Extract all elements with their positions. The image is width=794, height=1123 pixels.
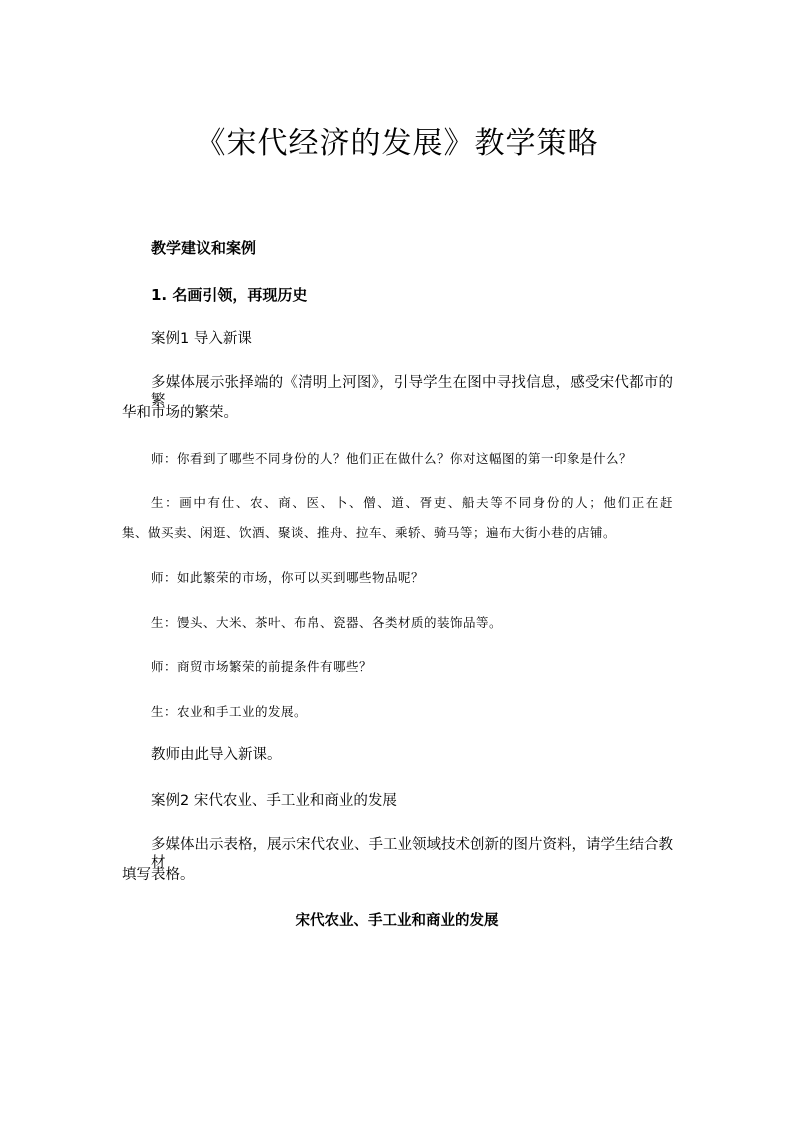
case-2-intro-line-1: 多媒体出示表格，展示宋代农业、手工业领域技术创新的图片资料，请学生结合教材 bbox=[151, 837, 673, 871]
case-1-intro-line-2: 华和市场的繁荣。 bbox=[122, 405, 238, 421]
case-1-label: 案例1 导入新课 bbox=[151, 331, 252, 347]
dialog-line-teacher-2: 师：如此繁荣的市场，你可以买到哪些物品呢？ bbox=[151, 570, 425, 585]
dialog-line-teacher-3: 师：商贸市场繁荣的前提条件有哪些？ bbox=[151, 659, 373, 674]
case-1-closing: 教师由此导入新课。 bbox=[151, 747, 282, 763]
case-2-label: 案例2 宋代农业、手工业和商业的发展 bbox=[151, 793, 397, 809]
dialog-line-student-1b: 集、做买卖、闲逛、饮酒、聚谈、推舟、拉车、乘轿、骑马等；遍布大街小巷的店铺。 bbox=[122, 525, 617, 540]
dialog-line-student-1a: 生：画中有仕、农、商、医、卜、僧、道、胥吏、船夫等不同身份的人；他们正在赶 bbox=[151, 495, 673, 510]
table-caption: 宋代农业、手工业和商业的发展 bbox=[295, 913, 499, 929]
document-title: 《宋代经济的发展》教学策略 bbox=[195, 126, 599, 161]
case-2-intro-line-2: 填写表格。 bbox=[122, 867, 195, 883]
subheading-famous-painting: 1. 名画引领，再现历史 bbox=[151, 286, 308, 304]
section-heading: 教学建议和案例 bbox=[151, 239, 257, 257]
dialog-line-teacher-1: 师：你看到了哪些不同身份的人？他们正在做什么？你对这幅图的第一印象是什么？ bbox=[151, 451, 633, 466]
dialog-line-student-2: 生：馒头、大米、茶叶、布帛、瓷器、各类材质的装饰品等。 bbox=[151, 615, 503, 630]
case-1-intro-line-1: 多媒体展示张择端的《清明上河图》，引导学生在图中寻找信息，感受宋代都市的繁 bbox=[151, 375, 673, 409]
dialog-line-student-3: 生：农业和手工业的发展。 bbox=[151, 704, 308, 719]
